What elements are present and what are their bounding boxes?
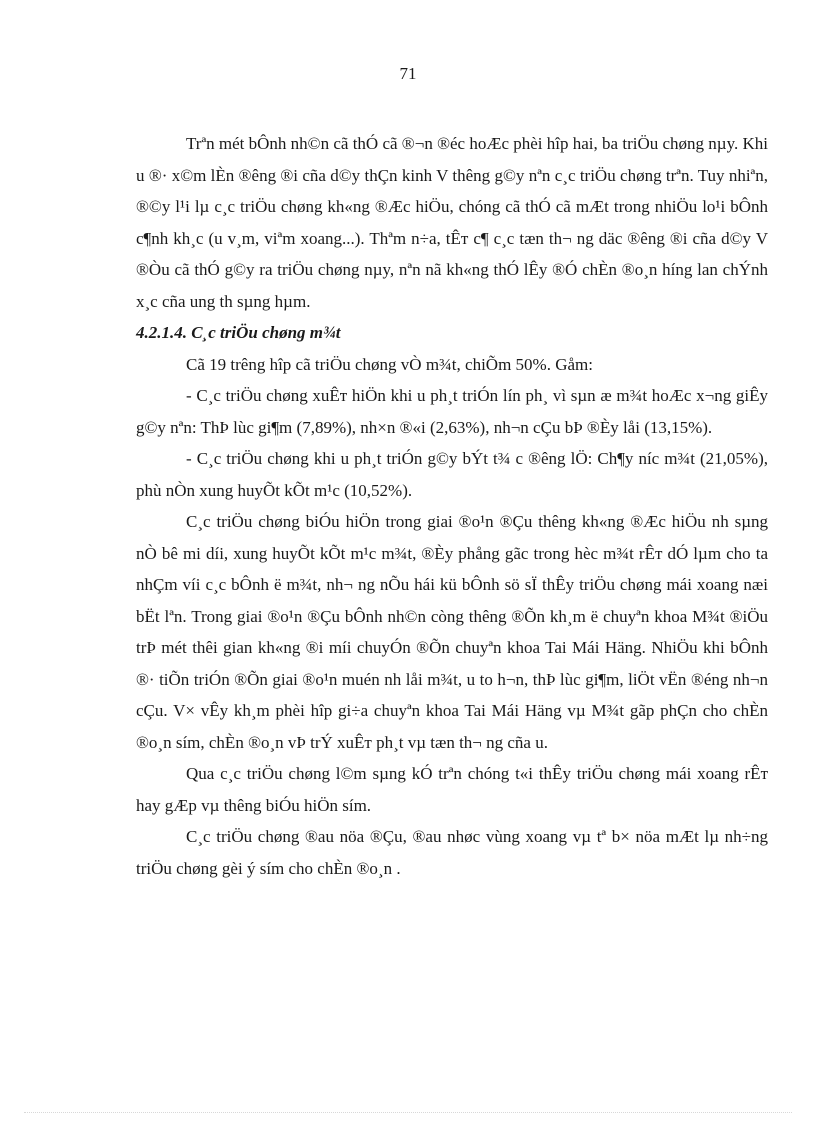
paragraph-3: C¸c triÖu chøng biÓu hiÖn trong giai ®o¹n ®Çu thêng kh«ng ®Æc hiÖu nh sµng nÒ bê mi díi, xung huyÕt kÕt m¹c m¾t, ®Èy phång gãc trong hèc m¾t rÊт dÓ lµm cho ta nhÇm víi c¸c bÔnh ë m¾t, nh¬ ng nÕu hái kü bÔnh sö sÏ thÊу triÖu chøng mái xoang næi bËt lªn. Trong giai ®o¹n ®Çu bÔnh nh©n còng thêng ®Õn kh¸m ë chuyªn khoa M¾t ®iÖu trÞ mét thêi gian kh«ng ®i míi chuyÓn ®Õn chuyªn khoa Tai Mái Häng. NhiÖu khi bÔnh ®· tiÕn triÓn ®Õn giai ®o¹n muén nh låi m¾t, u to h¬n, thÞ lùc gi¶m, liÖt vËn ®éng nh¬n cÇu. V× vÊу kh¸m phèi hîp gi÷a chuyªn khoa Tai Mái Häng vµ M¾t gãp phÇn cho chÈn ®o¸n sím, chÈn ®o¸n vÞ trÝ xuÊт ph¸t vµ tæn th¬ ng cña u. <box>136 512 768 752</box>
paragraph-2: Cã 19 trêng hîp cã triÖu chøng vÒ m¾t, chiÕm 50%. Gåm: <box>186 354 593 374</box>
paragraph-4: Qua c¸c triÖu chøng l©m sµng kÓ trªn chóng t«i thÊу triÖu chøng mái xoang rÊт hay gÆp vµ thêng biÓu hiÖn sím. <box>136 764 768 815</box>
list-item: - C¸c triÖu chøng xuÊт hiÖn khi u ph¸t triÓn lín ph¸ vì sµn æ m¾t hoÆc x¬ng giÊу g©y nªn: ThÞ lùc gi¶m (7,89%), nh×n ®«i (2,63%), nh¬n cÇu bÞ ®Èy låi (13,15%). <box>136 386 768 437</box>
page-bottom-divider <box>24 1112 792 1113</box>
paragraph-1: Trªn mét bÔnh nh©n cã thÓ cã ®¬n ®éc hoÆc phèi hîp hai, ba triÖu chøng nµy. Khi u ®· x©m lÈn ®êng ®i cña d©y thÇn kinh V thêng g©y nªn c¸c triÖu chøng trªn. Tuy nhiªn, ®©y l¹i lµ c¸c triÖu chøng kh«ng ®Æc hiÖu, chóng cã thÓ cã mÆt trong nhiÖu lo¹i bÔnh c¶nh kh¸c (u v¸m, viªm xoang...). Thªm n÷a, tÊт c¶ c¸c tæn th¬ ng däc ®êng ®i cña d©y V ®Òu cã thÓ g©y ra triÖu chøng nµy, nªn nã kh«ng thÓ lÊу ®Ó chÈn ®o¸n híng lan chÝnh x¸c cña ung th sµng hµm. <box>136 134 768 311</box>
paragraph-5: C¸c triÖu chøng ®au nöa ®Çu, ®au nhøc vùng xoang vµ tª b× nöa mÆt lµ nh÷ng triÖu chøng gèi ý sím cho chÈn ®o¸n . <box>136 827 768 878</box>
page-number: 71 <box>399 64 417 83</box>
section-heading: 4.2.1.4. C¸c triÖu chøng m¾t <box>136 323 341 342</box>
list-item: - C¸c triÖu chøng khi u ph¸t triÓn g©y bÝt t¾ c ®êng lÖ: Ch¶y níc m¾t (21,05%), phù nÒn xung huyÕt kÕt m¹c (10,52%). <box>136 449 768 500</box>
body-text <box>136 128 768 884</box>
